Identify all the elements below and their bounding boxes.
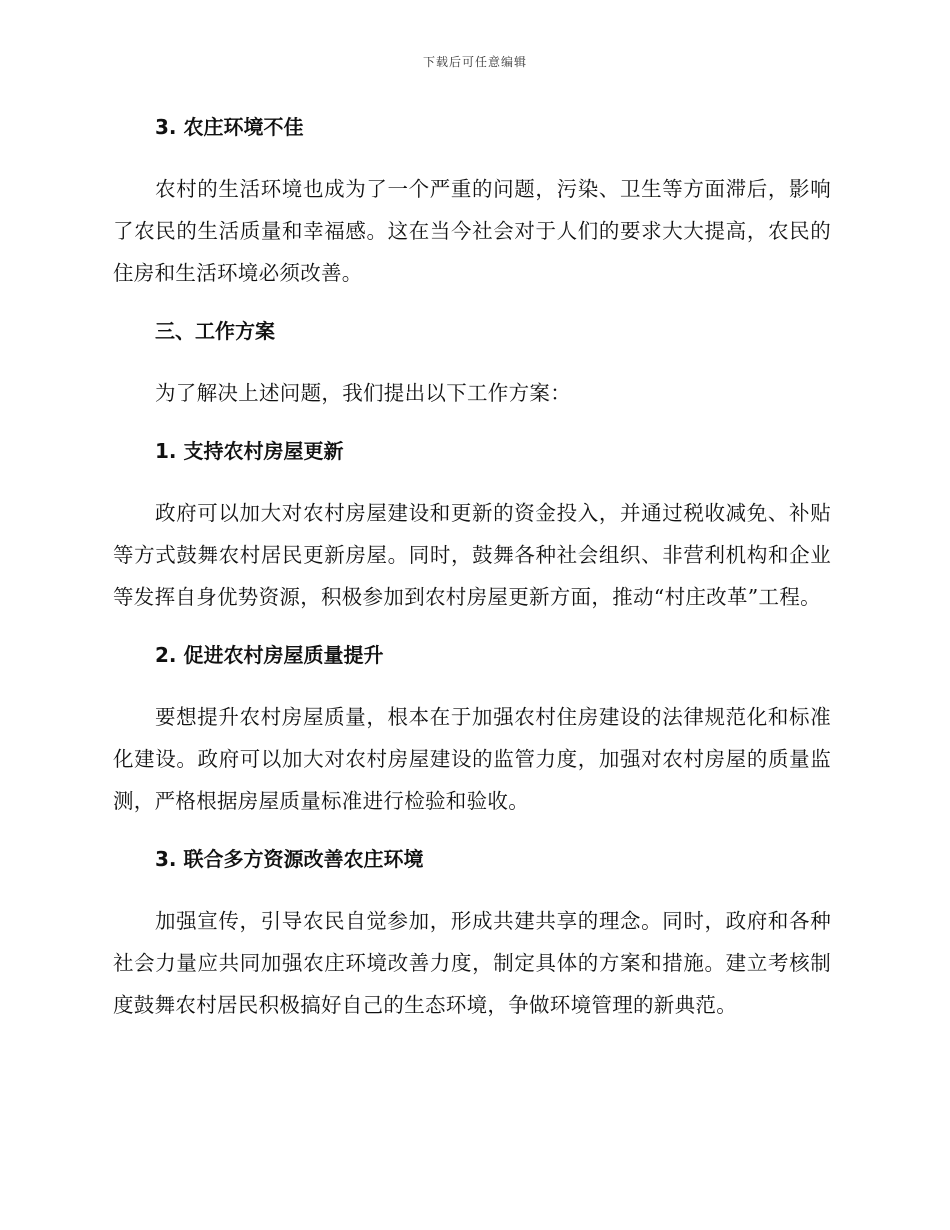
- paragraph-environment: 农村的生活环境也成为了一个严重的问题，污染、卫生等方面滞后，影响了农民的生活质量和幸福感。这在当今社会对于人们的要求大大提高，农民的住房和生活环境必须改善。: [113, 177, 831, 285]
- section-heading-housing-renewal: 1. 支持农村房屋更新: [155, 439, 344, 463]
- paragraph-housing-quality: 要想提升农村房屋质量，根本在于加强农村住房建设的法律规范化和标准化建设。政府可以加大对农村房屋建设的监管力度，加强对农村房屋的质量监测，严格根据房屋质量标准进行检验和验收。: [113, 705, 831, 813]
- page-header-note: 下载后可任意编辑: [422, 55, 527, 69]
- section-heading-village-environment: 3. 联合多方资源改善农庄环境: [155, 847, 424, 871]
- section-heading-work-plan: 三、工作方案: [155, 319, 275, 343]
- paragraph-work-plan-intro: 为了解决上述问题，我们提出以下工作方案：: [155, 381, 571, 405]
- document-body: [113, 112, 831, 1048]
- section-heading-housing-quality: 2. 促进农村房屋质量提升: [155, 643, 384, 667]
- section-heading-environment: 3. 农庄环境不佳: [155, 115, 304, 139]
- paragraph-housing-renewal: 政府可以加大对农村房屋建设和更新的资金投入，并通过税收减免、补贴等方式鼓舞农村居民更新房屋。同时，鼓舞各种社会组织、非营利机构和企业等发挥自身优势资源，积极参加到农村房屋更新方面，推动“村庄改革”工程。: [113, 501, 831, 609]
- paragraph-village-environment: 加强宣传，引导农民自觉参加，形成共建共享的理念。同时，政府和各种社会力量应共同加强农庄环境改善力度，制定具体的方案和措施。建立考核制度鼓舞农村居民积极搞好自己的生态环境，争做环境管理的新典范。: [113, 909, 831, 1017]
